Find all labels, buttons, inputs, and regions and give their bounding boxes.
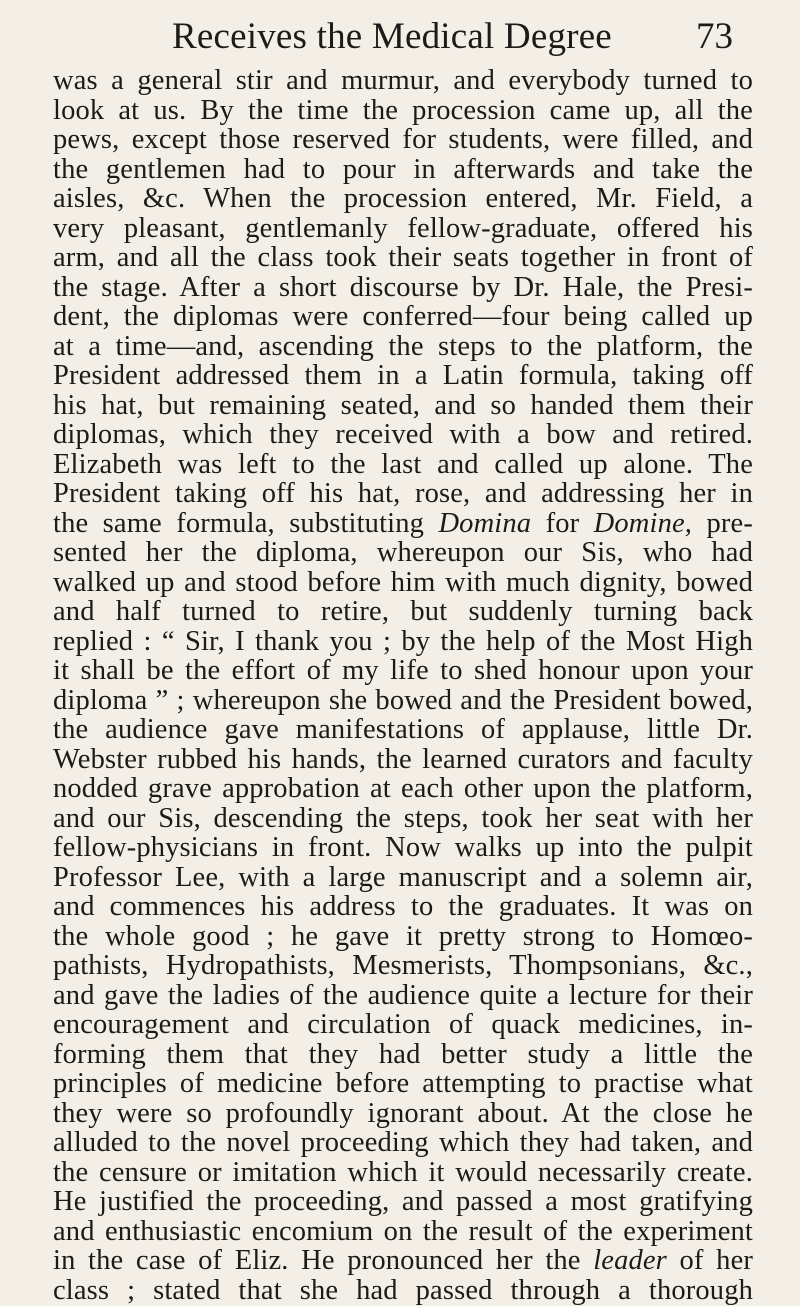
- text-line: encouragement and circulation of quack medicines, in-: [53, 1009, 753, 1040]
- text-line: aisles, &c. When the procession entered, Mr. Field, a: [53, 183, 753, 214]
- text-line: dent, the diplomas were conferred—four being called up: [53, 301, 753, 332]
- text-line: and commences his address to the graduates. It was on: [53, 891, 753, 922]
- text-line: sented her the diploma, whereupon our Sis, who had: [53, 537, 753, 568]
- text-line: walked up and stood before him with much dignity, bowed: [53, 566, 753, 598]
- text-line: fellow-physicians in front. Now walks up into the pulpit: [53, 832, 753, 863]
- text-line: and our Sis, descending the steps, took her seat with her: [53, 802, 753, 834]
- page-number: 73: [696, 16, 733, 57]
- text-line: Webster rubbed his hands, the learned curators and faculty: [53, 743, 753, 775]
- text-line: and gave the ladies of the audience quite a lecture for their: [53, 979, 753, 1011]
- text-line: Elizabeth was left to the last and called up alone. The: [53, 448, 753, 480]
- text-line: and enthusiastic encomium on the result of the experiment: [53, 1215, 753, 1247]
- text-line: look at us. By the time the procession came up, all the: [53, 94, 753, 126]
- running-title: Receives the Medical Degree: [172, 16, 612, 57]
- text-line: diploma ” ; whereupon she bowed and the President bowed,: [53, 684, 753, 716]
- text-line: President addressed them in a Latin formula, taking off: [53, 360, 753, 391]
- text-line: his hat, but remaining seated, and so handed them their: [53, 389, 753, 421]
- text-run: the same formula, substituting: [53, 507, 439, 539]
- italic-word: Domina: [438, 507, 532, 539]
- text-line: forming them that they had better study a little the: [53, 1038, 753, 1070]
- text-line: pathists, Hydropathists, Mesmerists, Thompsonians, &c.,: [53, 950, 753, 981]
- text-line: principles of medicine before attempting to practise what: [53, 1068, 753, 1099]
- text-line: and half turned to retire, but suddenly turning back: [53, 596, 753, 627]
- text-line: the audience gave manifestations of applause, little Dr.: [53, 714, 753, 745]
- text-line: diplomas, which they received with a bow and retired.: [53, 419, 753, 450]
- text-line: the stage. After a short discourse by Dr. Hale, the Presi-: [53, 271, 753, 303]
- text-line: they were so profoundly ignorant about. At the close he: [53, 1097, 753, 1129]
- text-line: class ; stated that she had passed through a thorough: [53, 1274, 753, 1306]
- text-run: pre-: [692, 507, 753, 539]
- text-run: in the case of Eliz. He pronounced her the: [53, 1245, 594, 1276]
- text-line: the censure or imitation which it would necessarily create.: [53, 1156, 753, 1188]
- text-line: the gentlemen had to pour in afterwards and take the: [53, 153, 753, 185]
- italic-word: leader: [593, 1245, 667, 1276]
- italic-word: Domine,: [593, 507, 693, 539]
- text-line: Professor Lee, with a large manuscript and a solemn air,: [53, 861, 753, 893]
- text-line-with-italics: [53, 509, 753, 539]
- text-run: for: [531, 507, 594, 539]
- text-line: was a general stir and murmur, and everybody turned to: [53, 65, 753, 96]
- text-line: alluded to the novel proceeding which they had taken, and: [53, 1127, 753, 1158]
- text-line: at a time—and, ascending the steps to the platform, the: [53, 330, 753, 362]
- text-line: very pleasant, gentlemanly fellow-graduate, offered his: [53, 212, 753, 244]
- body-text: [53, 66, 753, 1305]
- text-line-with-italics: [53, 1246, 753, 1276]
- text-line: nodded grave approbation at each other upon the platform,: [53, 773, 753, 804]
- text-line: President taking off his hat, rose, and addressing her in: [53, 478, 753, 509]
- text-line: replied : “ Sir, I thank you ; by the help of the Most High: [53, 625, 753, 657]
- text-line: it shall be the effort of my life to shed honour upon your: [53, 655, 753, 686]
- running-head: [0, 14, 800, 64]
- text-line: pews, except those reserved for students, were filled, and: [53, 124, 753, 155]
- text-line: arm, and all the class took their seats together in front of: [53, 242, 753, 273]
- text-run: of her: [666, 1245, 754, 1276]
- text-line: He justified the proceeding, and passed a most gratifying: [53, 1186, 753, 1217]
- text-line: the whole good ; he gave it pretty strong to Homœo-: [53, 920, 753, 952]
